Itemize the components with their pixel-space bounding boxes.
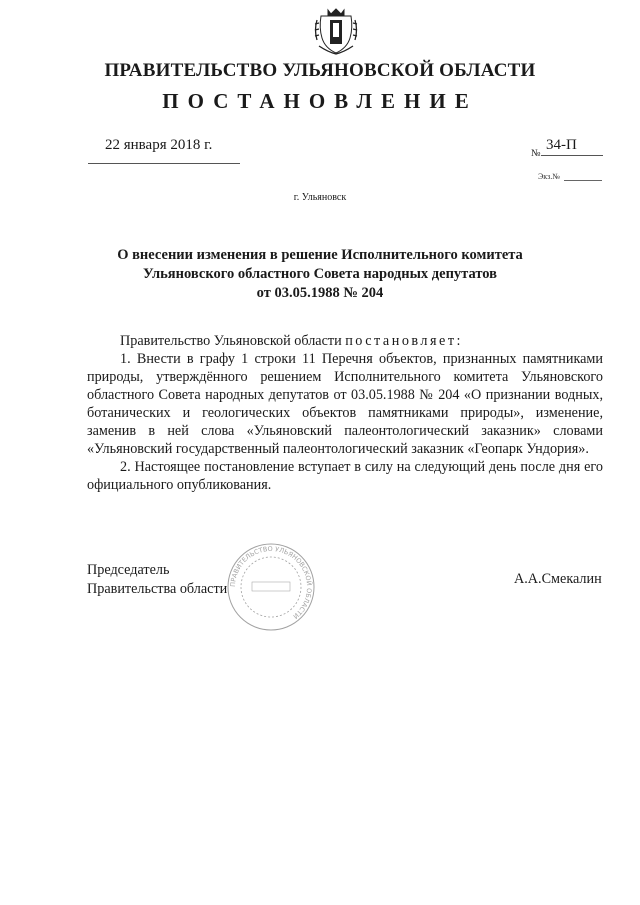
copy-number-label: Экз.№ xyxy=(538,172,560,181)
seal-text: ПРАВИТЕЛЬСТВО УЛЬЯНОВСКОЙ ОБЛАСТИ xyxy=(228,544,314,621)
item-1: 1. Внести в графу 1 строки 11 Перечня объектов, признанных памятниками природы, утверждённого решением Исполнительного комитета Ульяновского областного Совета народных депутатов от 03.05.1988 № 204 «О признании водных, ботанических и геологических объектов памятниками природы», изменение, заменив в ней слова «Ульяновский палеонтологический заказник» словами «Ульяновский государственный палеонтологический заказник «Геопарк Ундория». xyxy=(87,351,603,457)
item-2: 2. Настоящее постановление вступает в силу на следующий день после дня его официального опубликования. xyxy=(87,459,603,493)
organization-title: ПРАВИТЕЛЬСТВО УЛЬЯНОВСКОЙ ОБЛАСТИ xyxy=(104,60,536,81)
document-body xyxy=(87,332,603,494)
intro-paragraph xyxy=(87,332,603,350)
number-underline xyxy=(541,155,603,156)
signer-title-line: Председатель xyxy=(87,562,170,578)
document-number: 34-П xyxy=(546,137,577,153)
subject-line: Ульяновского областного Совета народных депутатов xyxy=(142,266,498,282)
coat-of-arms-icon xyxy=(313,6,359,56)
subject-line: О внесении изменения в решение Исполнительного комитета xyxy=(117,247,523,263)
city: г. Ульяновск xyxy=(293,192,347,203)
signer-title-line: Правительства области xyxy=(87,581,228,597)
copy-number-underline xyxy=(564,180,602,181)
document-date: 22 января 2018 г. xyxy=(105,137,213,153)
number-prefix: № xyxy=(531,148,541,159)
signer-name: А.А.Смекалин xyxy=(514,571,602,587)
document-type: ПОСТАНОВЛЕНИЕ xyxy=(162,89,478,113)
intro-verb: постановляет: xyxy=(345,333,463,349)
date-underline xyxy=(88,163,240,164)
intro-text: Правительство Ульяновской области xyxy=(120,333,346,349)
subject-line: от 03.05.1988 № 204 xyxy=(256,285,384,301)
document-subject xyxy=(110,246,530,303)
signer-title xyxy=(87,561,227,599)
official-seal-icon xyxy=(226,542,316,632)
